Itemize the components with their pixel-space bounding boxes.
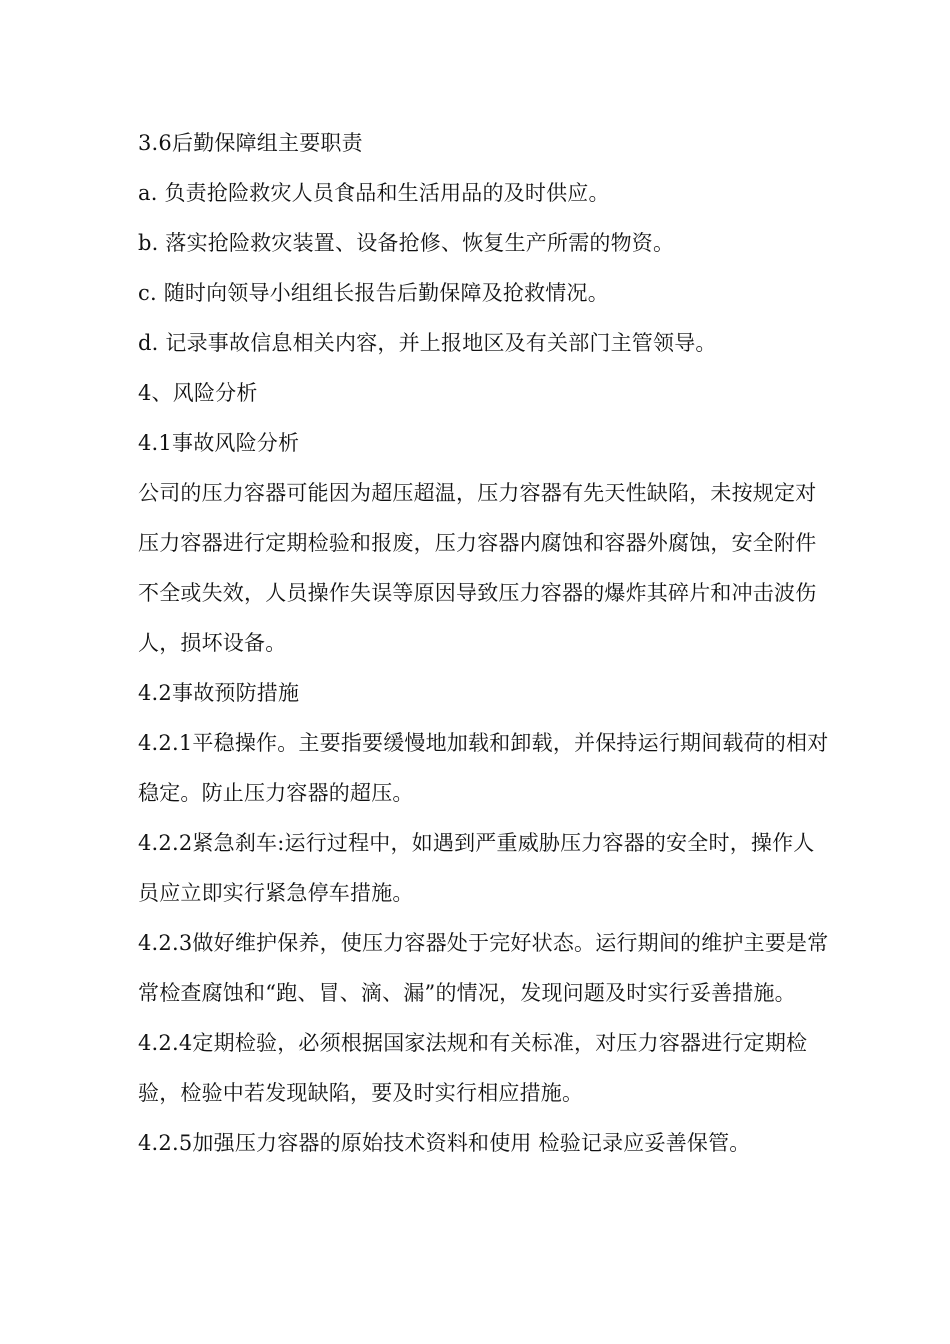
- risk-analysis-paragraph: 公司的压力容器可能因为超压超温，压力容器有先天性缺陷，未按规定对压力容器进行定期检验和报废，压力容器内腐蚀和容器外腐蚀，安全附件不全或失效，人员操作失误等原因导致压力容器的爆炸其碎片和冲击波伤人，损坏设备。: [138, 481, 817, 655]
- list-item-d: d. 记录事故信息相关内容，并上报地区及有关部门主管领导。: [138, 331, 717, 355]
- list-item-a: a. 负责抢险救灾人员食品和生活用品的及时供应。: [138, 181, 610, 205]
- section-heading-3-6: 3.6后勤保障组主要职责: [138, 131, 363, 155]
- section-heading-4: 4、风险分析: [138, 381, 258, 405]
- section-heading-4-1: 4.1事故风险分析: [138, 431, 300, 455]
- measure-4-2-4: 4.2.4定期检验，必须根据国家法规和有关标准，对压力容器进行定期检验，检验中若发现缺陷，要及时实行相应措施。: [138, 1031, 808, 1105]
- measure-4-2-3: 4.2.3做好维护保养，使压力容器处于完好状态。运行期间的维护主要是常常检查腐蚀和“跑、冒、滴、漏”的情况，发现问题及时实行妥善措施。: [138, 931, 829, 1005]
- measure-4-2-5: 4.2.5加强压力容器的原始技术资料和使用 检验记录应妥善保管。: [138, 1131, 751, 1155]
- measure-4-2-1: 4.2.1平稳操作。主要指要缓慢地加载和卸载，并保持运行期间载荷的相对稳定。防止压力容器的超压。: [138, 731, 829, 805]
- measure-4-2-2: 4.2.2紧急刹车:运行过程中，如遇到严重威胁压力容器的安全时，操作人员应立即实行紧急停车措施。: [138, 831, 815, 905]
- section-heading-4-2: 4.2事故预防措施: [138, 681, 300, 705]
- document-body: [138, 118, 830, 1168]
- list-item-c: c. 随时向领导小组组长报告后勤保障及抢救情况。: [138, 281, 609, 305]
- list-item-b: b. 落实抢险救灾装置、设备抢修、恢复生产所需的物资。: [138, 231, 675, 255]
